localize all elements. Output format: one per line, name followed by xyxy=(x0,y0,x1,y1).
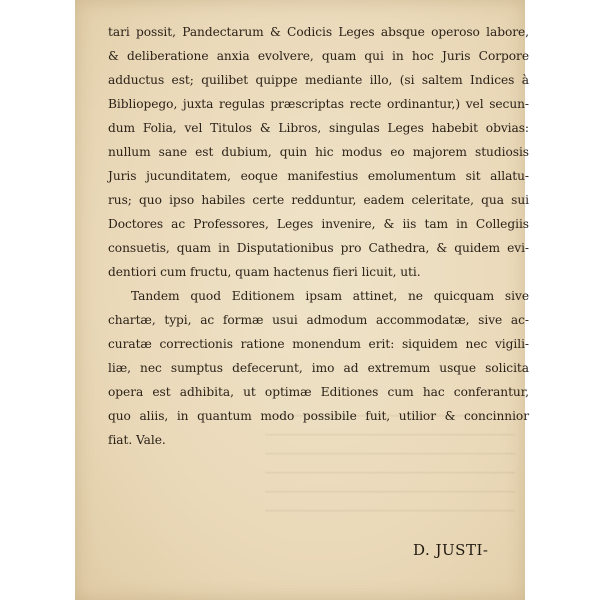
text-line: dentiori cum fructu, quam hactenus fieri licuit, uti. xyxy=(108,265,421,279)
text-line: Juris jucunditatem, eoque manifestius emolumentum sit allatu- xyxy=(108,169,529,183)
text-line: Doctores ac Professores, Leges invenire, & iis tam in Collegiis xyxy=(108,217,529,231)
text-line: chartæ, typi, ac formæ usui admodum accommodatæ, sive ac- xyxy=(108,313,529,327)
text-line: Tandem quod Editionem ipsam attinet, ne quicquam sive xyxy=(131,289,529,303)
text-line: Bibliopego, juxta regulas præscriptas recte ordinantur,) vel secun- xyxy=(108,97,529,111)
text-line: curatæ correctionis ratione monendum erit: siquidem nec vigili- xyxy=(108,337,529,351)
text-line: rus; quo ipso habiles certe redduntur, eadem celeritate, qua sui xyxy=(108,193,529,207)
text-line: & deliberatione anxia evolvere, quam qui in hoc Juris Corpore xyxy=(108,49,529,63)
text-line: opera est adhibita, ut optimæ Editiones cum hac conferantur, xyxy=(108,385,529,399)
text-line: quo aliis, in quantum modo possibile fuit, utilior & concinnior xyxy=(108,409,529,423)
text-line: dum Folia, vel Titulos & Libros, singulas Leges habebit obvias: xyxy=(108,121,529,135)
page-text xyxy=(108,20,529,452)
text-line: consuetis, quam in Disputationibus pro Cathedra, & quidem evi- xyxy=(108,241,529,255)
text-line: fiat. Vale. xyxy=(108,433,166,447)
text-line: adductus est; quilibet quippe mediante illo, (si saltem Indices à xyxy=(108,73,529,87)
paragraph-1 xyxy=(108,20,529,284)
text-line: tari possit, Pandectarum & Codicis Leges absque operoso labore, xyxy=(108,25,529,39)
text-line: nullum sane est dubium, quin hic modus eo majorem studiosis xyxy=(108,145,529,159)
paragraph-2 xyxy=(108,284,529,452)
catchword: D. JUSTI- xyxy=(413,541,489,559)
text-line: liæ, nec sumptus defecerunt, imo ad extremum usque solicita xyxy=(108,361,529,375)
